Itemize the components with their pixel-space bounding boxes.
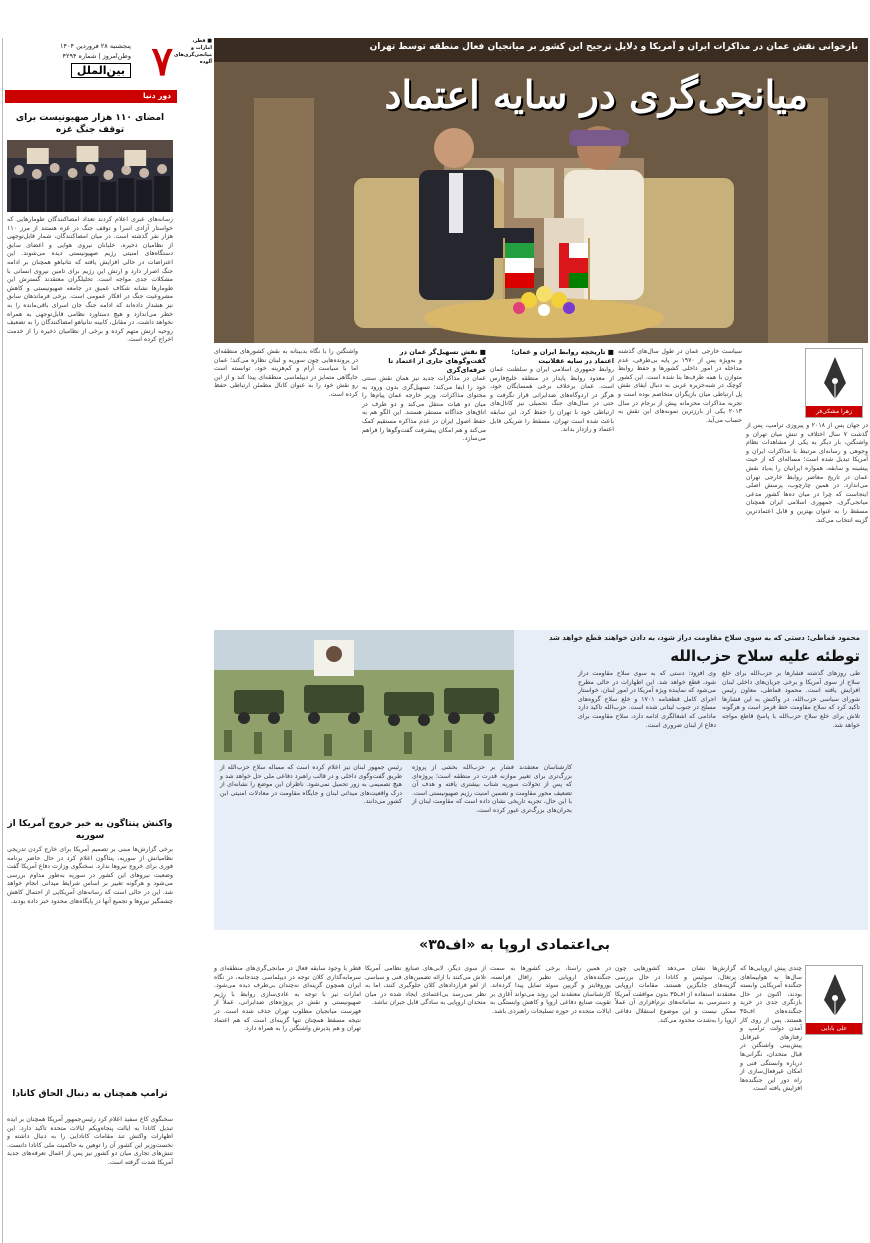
sidebar-story-2-title[interactable]: واکنش پنتاگون به خبر خروج آمریکا از سوریه (7, 819, 173, 841)
hezbollah-body-4: رئیس جمهور لبنان نیز اعلام کرده است که مساله سلاح حزب‌الله از طریق گفت‌وگوی داخلی و در قالب راهبرد دفاعی ملی حل خواهد شد و هیچ تصمیمی به زور تحمیل نمی‌شود. ناظران این موضع را نشانه‌ای از درک واقعیت‌های میدانی لبنان و جایگاه مقاومت در معادلات امنیتی این کشور می‌دانند. (220, 764, 402, 806)
europe-body-3: در همین راستا، برخی کشورها به سمت جنگنده‌های اروپایی نظیر رافال فرانسه، یوروفایتر و گریپن سوئد تمایل پیدا کرده‌اند. کارشناسان معتقدند این روند می‌تواند آغازی بر تقویت صنایع دفاعی اروپا و کاهش وابستگی به ایالات متحده در حوزه تسلیحات راهبردی باشد. (490, 965, 611, 1015)
pen-icon (818, 972, 852, 1018)
hezbollah-kicker: محمود قماطی: دستی که به سوی سلاح مقاومت دراز شود، به دادن خواهند قطع خواهد شد (548, 634, 860, 642)
sidebar-story-1-body: رسانه‌های عبری اعلام کردند تعداد امضاکنندگان طومارهایی که خواستار آزادی اسرا و توقف جنگ در غزه هستند از مرز ۱۱۰ هزار نفر گذشته است. در میان امضاکنندگان، شمار قابل‌توجهی از نظامیان ذخیره، خلبانان نیروی هوایی و اعضای سابق دستگاه‌های امنیتی رژیم صهیونیستی دیده می‌شوند. این اعتراضات در حالی افزایش یافته که نتانیاهو همچنان بر ادامه جنگ اصرار دارد و ارتش این رژیم برای تامین نیروی انسانی با مشکلات جدی مواجه است. تحلیلگران معتقدند گسترش این طومارها نشانه شکاف عمیق در جامعه صهیونیستی و کاهش مشروعیت جنگ در افکار عمومی است. برخی فرماندهان سابق نیز هشدار داده‌اند که ادامه جنگ جان اسرای باقی‌مانده را به خطر می‌اندازد و هیچ دستاورد نظامی قابل‌توجهی به همراه نخواهد داشت. در مقابل، کابینه نتانیاهو امضاکنندگان را به تضعیف روحیه ارتش متهم کرده و برخی از نظامیان ذخیره را از خدمت اخراج کرده است. (7, 216, 173, 344)
sidebar-story-3-title[interactable]: ترامپ همچنان به دنبال الحاق کانادا (12, 1089, 168, 1099)
lead-subhead-2: ■ نقش تسهیل‌گر عمان در گفت‌وگوهای جاری از اعتماد تا حرفه‌ای‌گری (388, 348, 486, 374)
europe-author-name: علی بابایی (806, 1023, 862, 1034)
lead-body-col-4: عمان در مذاکرات جدید نیز همان نقش سنتی خود را ایفا می‌کند؛ تسهیل‌گری بدون ورود به محتوای مذاکرات. وزیر خارجه عمان پیام‌ها را میان دو هیات منتقل می‌کند و دو طرف در اتاق‌های جداگانه مستقر هستند. این الگو هم به حفظ اصول ایران در عدم مذاکره مستقیم کمک می‌کند و هم امکان پیشرفت گفت‌وگوها را فراهم می‌سازد. (362, 375, 486, 443)
europe-author-box (805, 965, 863, 1035)
lead-subhead-3: ■ قطر، امارات و میانجی‌گری‌های آلوده (173, 38, 212, 65)
lead-col-4 (362, 348, 486, 627)
lead-col-3 (490, 348, 614, 627)
lead-side-column (173, 38, 212, 628)
sidebar-story-3-body: سخنگوی کاخ سفید اعلام کرد رئیس‌جمهور آمریکا همچنان بر ایده تبدیل کانادا به ایالت پنجاه‌ویکم ایالات متحده تاکید دارد. این اظهارات واکنش تند مقامات کانادایی را به دنبال داشته و نخست‌وزیر این کشور آن را توهین به حاکمیت ملی کانادا دانست. تنش‌های تجاری میان دو کشور نیز پس از اعمال تعرفه‌های جدید آمریکا شدت گرفته است. (7, 1116, 173, 1166)
issue-date: پنجشنبه ۲۸ فروردین ۱۴۰۴ (60, 42, 131, 50)
europe-body-4: از سوی دیگر، لابی‌های صنایع نظامی آمریکا تلاش می‌کنند با ارائه تضمین‌های فنی و سیاسی از لغو قراردادهای کلان جلوگیری کنند، اما به نظر می‌رسد بی‌اعتمادی ایجاد شده در میان متحدان اروپایی به سادگی قابل جبران نباشد. (365, 965, 486, 1007)
pen-icon (818, 355, 852, 401)
subsection-bar (5, 90, 177, 103)
lead-author-name: زهرا مشکی‌فر (806, 406, 862, 417)
sidebar-story-2-body: برخی گزارش‌ها مبنی بر تصمیم آمریکا برای خارج کردن تدریجی نظامیانش از سوریه، پنتاگون اعلام کرد در حال حاضر برنامه فوری برای خروج نیروها ندارد. سخنگوی وزارت دفاع آمریکا گفت وضعیت نیروهای این کشور در سوریه به‌طور مداوم بررسی می‌شود و هرگونه تغییر بر اساس شرایط میدانی انجام خواهد شد. این در حالی است که رسانه‌های آمریکایی از احتمال کاهش چشمگیر نیروها و تجمیع آنها در پایگاه‌های محدود خبر داده بودند. (7, 846, 173, 905)
issue-number: وطن‌امروز | شماره ۴۲۹۴ (62, 52, 131, 60)
lead-kicker: بازخوانی نقش عمان در مذاکرات ایران و آمریکا و دلایل ترجیح این کشور بر میانجیان فعال منطقه توسط تهران (369, 42, 858, 52)
subsection-label: دور دنیا (143, 91, 171, 100)
lead-hero (214, 38, 868, 343)
sidebar (2, 38, 177, 1243)
europe-body-5: قطر با وجود سابقه فعال در میانجی‌گری‌های منطقه‌ای و سرمایه‌گذاری کلان توجه در دیپلماسی چندجانبه، در نگاه ایران همچون گزینه‌ای نه‌چندان بی‌طرف دیده می‌شود. امارات نیز با توجه به عادی‌سازی روابط با رژیم صهیونیستی و نقش در پروژه‌های ضدایرانی، عملاً از فهرست میانجیان مطلوب تهران حذف شده است. در نتیجه مسقط همچنان تنها گزینه‌ای است که هم اعتماد تهران و هم پذیرش واشنگتن را به همراه دارد. (214, 965, 361, 1033)
sidebar-story-1-title[interactable]: امضای ۱۱۰ هزار صهیونیست برای توقف جنگ غزه (15, 113, 165, 135)
hezbollah-title[interactable]: توطئه علیه سلاح حزب‌الله (670, 647, 860, 665)
lead-body-col-3: روابط جمهوری اسلامی ایران و سلطنت عمان از معدود روابط پایدار در منطقه خلیج‌فارس است. عمان برخلاف برخی همسایگان خود، هرگز در اردوگاه‌های ضدایرانی قرار نگرفت و حتی در سال‌های جنگ تحمیلی نیز کانال‌های ارتباطی خود با تهران را حفظ کرد. این سابقه باعث شده است تهران، مسقط را شریکی قابل اعتماد و رازدار بداند. (490, 366, 614, 434)
hezbollah-section (214, 630, 868, 930)
lead-title[interactable]: میانجی‌گری در سایه اعتماد (384, 72, 808, 117)
hezbollah-body-3: کارشناسان معتقدند فشار بر حزب‌الله بخشی از پروژه بزرگ‌تری برای تغییر موازنه قدرت در منطقه است؛ پروژه‌ای که پس از تحولات سوریه شتاب بیشتری یافته و هدف آن تضعیف محور مقاومت و تضمین امنیت رژیم صهیونیستی است. با این حال، تجربه تاریخی نشان داده است که مقاومت لبنان از بحران‌های بزرگ‌تری عبور کرده است. (412, 764, 572, 814)
europe-title[interactable]: بی‌اعتمادی اروپا به «اف‌۳۵» (419, 937, 610, 953)
hezbollah-body-2: وی افزود: دستی که به سوی سلاح مقاومت دراز شود، قطع خواهد شد. این اظهارات در حالی مطرح می‌شود که نماینده ویژه آمریکا در امور لبنان، خواستار اجرای کامل قطعنامه ۱۷۰۱ و خلع سلاح گروه‌های مسلح در جنوب لیتانی شده است. حزب‌الله تاکید دارد مادامی که اشغالگری ادامه دارد، سلاح مقاومت برای دفاع از لبنان ضروری است. (578, 670, 716, 729)
protest-photo (7, 140, 173, 212)
lead-author-box (805, 348, 863, 418)
military-parade-photo (214, 630, 514, 760)
lead-body-col-2: سیاست خارجی عمان در طول سال‌های گذشته و به‌ویژه پس از ۱۹۷۰ بر پایه بی‌طرفی، عدم مداخله در امور داخلی کشورها و حفظ روابط متوازن با همه طرف‌ها بنا شده است. این کشور کوچک در شبه‌جزیره عربی به دنبال ایفای نقش پل ارتباطی میان بازیگران متخاصم بوده است و تجربه مذاکرات محرمانه پیش از برجام در سال ۲۰۱۳ یکی از بارزترین نمونه‌های این نقش به حساب می‌آید. (618, 348, 742, 424)
hezbollah-body-1: طی روزهای گذشته فشارها بر حزب‌الله برای خلع سلاح از سوی آمریکا و برخی جریان‌های داخلی لبنان افزایش یافته است. محمود قماطی، معاون رئیس شورای سیاسی حزب‌الله، در واکنش به این فشارها تاکید کرد که سلاح مقاومت خط قرمز است و هرگونه تلاش برای خلع سلاح حزب‌الله با پاسخ قاطع مواجه خواهد شد. (722, 670, 860, 729)
europe-body-2: گزارش‌ها نشان می‌دهد کشورهایی چون پرتغال، سوئیس و کانادا در حال بررسی گزینه‌های جایگزین هستند. مقامات اروپایی معتقدند استفاده از اف‌۳۵ بدون موافقت آمریکا و دسترسی به سامانه‌های نرم‌افزاری آن عملاً ممکن نیست و این موضوع استقلال دفاعی اروپا را به‌شدت محدود می‌کند. (615, 965, 736, 1024)
lead-subhead-1: ■ تاریخچه روابط ایران و عمان؛ اعتماد در سایه عقلانیت (511, 348, 614, 365)
europe-body-1: چندی پیش اروپایی‌ها که سال‌ها به هواپیماهای جنگنده آمریکایی وابسته بودند، اکنون در حال بازنگری جدی در خرید جنگنده‌های اف‌۳۵ هستند. پس از روی کار آمدن دولت ترامپ و رفتارهای غیرقابل پیش‌بینی واشنگتن در قبال متحدان، نگرانی‌ها درباره وابستگی فنی و امکان غیرفعال‌سازی از راه دور این جنگنده‌ها افزایش یافته است. (740, 965, 802, 1093)
lead-body-col-5: واشنگتن را با نگاه بدبینانه به نقش کشورهای منطقه‌ای در پرونده‌هایی چون سوریه و لبنان نظاره می‌کند؛ عمان اما با سیاست آرام و کم‌هزینه خود، توانسته است جایگاهی متمایز در دیپلماسی منطقه‌ای پیدا کند و از این رو نقش خود را به عنوان کانال مطمئن ارتباطی حفظ کرده است. (214, 348, 358, 398)
page-number: ۷ (151, 38, 173, 85)
section-label: بین‌الملل (71, 63, 131, 78)
lead-body-col-1: در جهان پس از ۲۰۱۸ و پیروزی ترامپ، پس از گذشت ۷ سال اختلاف و تنش میان تهران و واشنگتن، بار دیگر به یکی از مشاهدات نظام ‌وجوهی و رسانه‌ای مرتبط با مذاکرات ایران و آمریکا تبدیل شده است؛ مساله‌ای که از حیث پیشینه و سابقه، همواره ‌ایرانیان را به‌یاد نقش عمان در تاریخ معاصر روابط خارجی تهران می‌اندازد. در همین چارچوب، پرسش اصلی اینجاست که چرا در میان ده‌ها کشور مدعی میانجی‌گری، جمهوری اسلامی ایران همچنان مسقط را به عنوان بهترین و قابل اعتمادترین گزینه انتخاب می‌کند. (746, 422, 868, 524)
